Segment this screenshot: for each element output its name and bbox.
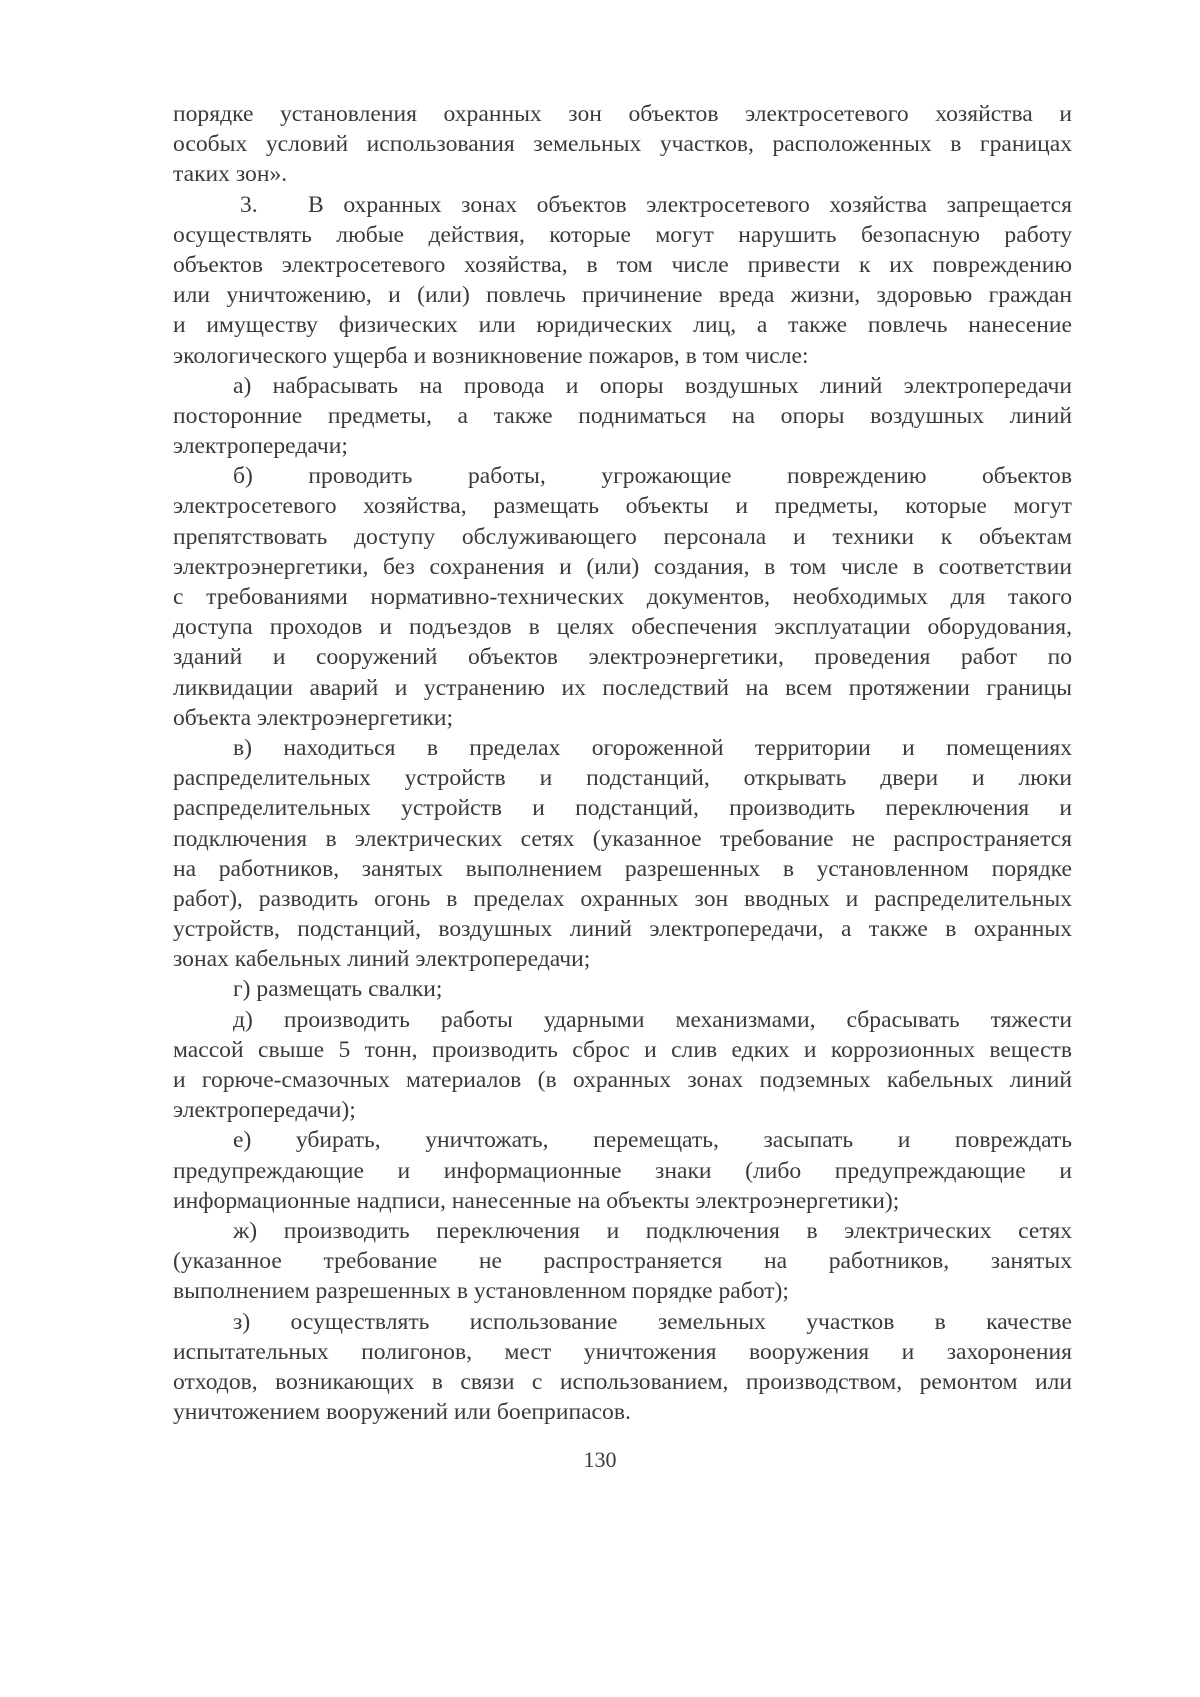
text-line: устройств, подстанций, воздушных линий электропередачи, а также в охранных — [173, 916, 1072, 943]
text-line: распределительных устройств и подстанций, открывать двери и люки — [173, 765, 1072, 792]
text-line: на работников, занятых выполнением разрешенных в установленном порядке — [173, 855, 1072, 882]
text-line: распределительных устройств и подстанций, производить переключения и — [173, 795, 1072, 822]
text-line: в) находиться в пределах огороженной территории и помещениях — [233, 734, 1072, 761]
text-line: таких зон». — [173, 161, 288, 188]
paragraph — [173, 974, 1072, 1004]
text-line: электроэнергетики, без сохранения и (или) создания, в том числе в соответствии — [173, 553, 1072, 580]
paragraph — [173, 461, 1072, 733]
text-line: е) убирать, уничтожать, перемещать, засыпать и повреждать — [233, 1127, 1072, 1154]
text-line: отходов, возникающих в связи с использованием, производством, ремонтом или — [173, 1368, 1072, 1395]
paragraph — [173, 1216, 1072, 1307]
text-line: с требованиями нормативно-технических документов, необходимых для такого — [173, 584, 1072, 610]
text-line: электропередачи; — [173, 433, 348, 460]
text-line: б) проводить работы, угрожающие повреждению объектов — [233, 463, 1072, 490]
text-line: выполнением разрешенных в установленном порядке работ); — [173, 1278, 789, 1305]
text-line: зданий и сооружений объектов электроэнергетики, проведения работ по — [173, 644, 1072, 671]
line-text: В охранных зонах объектов электросетевого хозяйства запрещается — [308, 191, 1072, 218]
text-line: зонах кабельных линий электропередачи; — [173, 946, 591, 973]
text-line: испытательных полигонов, мест уничтожения вооружения и захоронения — [173, 1338, 1072, 1365]
text-line: з) осуществлять использование земельных участков в качестве — [233, 1308, 1072, 1335]
text-line: объектов электросетевого хозяйства, в том числе привести к их повреждению — [173, 251, 1072, 278]
paragraph — [173, 190, 1072, 371]
text-line: предупреждающие и информационные знаки (либо предупреждающие и — [173, 1157, 1072, 1184]
paragraph — [173, 99, 1072, 190]
item-number: 3. — [240, 191, 258, 218]
paragraph — [173, 1125, 1072, 1216]
text-line: электросетевого хозяйства, размещать объекты и предметы, которые могут — [173, 493, 1072, 520]
paragraph — [173, 1005, 1072, 1126]
text-line: или уничтожению, и (или) повлечь причинение вреда жизни, здоровью граждан — [173, 282, 1072, 309]
text-line: посторонние предметы, а также подниматься на опоры воздушных линий — [173, 402, 1072, 429]
paragraph — [173, 1307, 1072, 1428]
text-line: осуществлять любые действия, которые могут нарушить безопасную работу — [173, 221, 1072, 248]
document-body — [173, 99, 1072, 1427]
paragraph — [173, 371, 1072, 462]
text-line: экологического ущерба и возникновение пожаров, в том числе: — [173, 342, 809, 369]
text-line: д) производить работы ударными механизмами, сбрасывать тяжести — [233, 1006, 1072, 1033]
text-line: г) размещать свалки; — [233, 976, 443, 1003]
text-line: подключения в электрических сетях (указанное требование не распространяется — [173, 825, 1072, 852]
text-line — [173, 190, 1072, 220]
text-line: (указанное требование не распространяется на работников, занятых — [173, 1248, 1072, 1275]
text-line: уничтожением вооружений или боеприпасов. — [173, 1399, 631, 1426]
text-line: а) набрасывать на провода и опоры воздушных линий электропередачи — [233, 372, 1072, 399]
text-line: информационные надписи, нанесенные на объекты электроэнергетики); — [173, 1187, 900, 1214]
text-line: объекта электроэнергетики; — [173, 704, 454, 731]
text-line: массой свыше 5 тонн, производить сброс и слив едких и коррозионных веществ — [173, 1036, 1072, 1063]
page-number: 130 — [583, 1447, 617, 1472]
text-line: особых условий использования земельных участков, расположенных в границах — [173, 131, 1072, 158]
text-line: ликвидации аварий и устранению их последствий на всем протяжении границы — [173, 674, 1072, 701]
text-line: работ), разводить огонь в пределах охранных зон вводных и распределительных — [173, 885, 1072, 912]
text-line: препятствовать доступу обслуживающего персонала и техники к объектам — [173, 523, 1072, 550]
paragraph — [173, 733, 1072, 975]
text-line: порядке установления охранных зон объектов электросетевого хозяйства и — [173, 101, 1072, 127]
text-line: доступа проходов и подъездов в целях обеспечения эксплуатации оборудования, — [173, 614, 1072, 641]
text-line: ж) производить переключения и подключения в электрических сетях — [233, 1217, 1072, 1244]
text-line: и горюче-смазочных материалов (в охранных зонах подземных кабельных линий — [173, 1067, 1072, 1093]
text-line: электропередачи); — [173, 1097, 356, 1124]
text-line: и имуществу физических или юридических лиц, а также повлечь нанесение — [173, 312, 1072, 339]
